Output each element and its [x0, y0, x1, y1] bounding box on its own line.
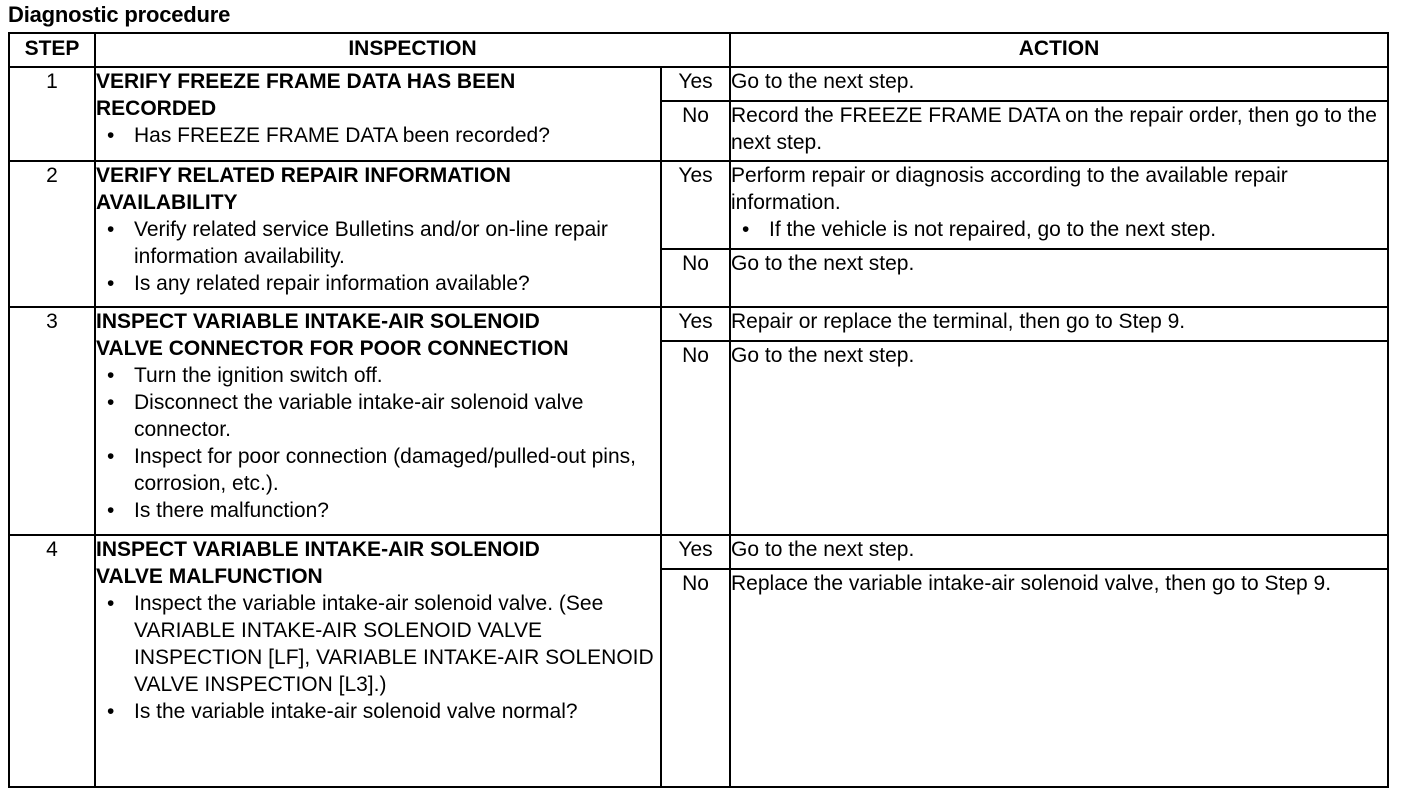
- list-item: • Inspect for poor connection (damaged/pulled-out pins, corrosion, etc.).: [134, 443, 660, 497]
- action-text: Repair or replace the terminal, then go to Step 9.: [730, 307, 1388, 341]
- action-text: Replace the variable intake-air solenoid valve, then go to Step 9.: [730, 569, 1388, 787]
- page-title: Diagnostic procedure: [8, 2, 231, 27]
- action-text: Go to the next step.: [730, 535, 1388, 569]
- action-text: Go to the next step.: [730, 249, 1388, 307]
- header-action: ACTION: [730, 33, 1388, 67]
- list-item: • Turn the ignition switch off.: [134, 362, 660, 389]
- table-row: [9, 535, 1388, 569]
- diagnostic-table: [8, 32, 1389, 788]
- table-row: [9, 67, 1388, 101]
- action-text: Go to the next step.: [730, 341, 1388, 535]
- list-item: • Is any related repair information available?: [134, 270, 660, 297]
- inspection-cell: [95, 67, 661, 161]
- yes-label: Yes: [661, 307, 730, 341]
- list-item: • Is there malfunction?: [134, 497, 660, 524]
- inspection-heading: INSPECT VARIABLE INTAKE-AIR SOLENOID VALVE CONNECTOR FOR POOR CONNECTION: [96, 310, 569, 360]
- inspection-heading: VERIFY FREEZE FRAME DATA HAS BEEN RECORDED: [96, 70, 516, 120]
- inspection-heading: VERIFY RELATED REPAIR INFORMATION AVAILABILITY: [96, 164, 511, 214]
- no-label: No: [661, 569, 730, 787]
- inspection-cell: [95, 535, 661, 787]
- list-item: • Disconnect the variable intake-air solenoid valve connector.: [134, 389, 660, 443]
- action-text: Record the FREEZE FRAME DATA on the repair order, then go to the next step.: [730, 101, 1388, 161]
- inspection-cell: [95, 307, 661, 535]
- step-number: 4: [9, 535, 95, 787]
- yes-label: Yes: [661, 67, 730, 101]
- table-row: [9, 161, 1388, 249]
- header-step: STEP: [9, 33, 95, 67]
- no-label: No: [661, 101, 730, 161]
- list-item: • Is the variable intake-air solenoid valve normal?: [134, 698, 660, 725]
- step-number: 2: [9, 161, 95, 307]
- table-row: [9, 307, 1388, 341]
- step-number: 3: [9, 307, 95, 535]
- no-label: No: [661, 249, 730, 307]
- action-cell: [730, 161, 1388, 249]
- inspection-heading: INSPECT VARIABLE INTAKE-AIR SOLENOID VALVE MALFUNCTION: [96, 538, 540, 588]
- action-text: Perform repair or diagnosis according to the available repair information.: [731, 164, 1288, 214]
- header-inspection: INSPECTION: [95, 33, 730, 67]
- no-label: No: [661, 341, 730, 535]
- action-text: Go to the next step.: [730, 67, 1388, 101]
- yes-label: Yes: [661, 535, 730, 569]
- list-item: • If the vehicle is not repaired, go to the next step.: [769, 216, 1387, 243]
- list-item: • Verify related service Bulletins and/or on-line repair information availability.: [134, 216, 660, 270]
- list-item: • Inspect the variable intake-air solenoid valve. (See VARIABLE INTAKE-AIR SOLENOID VALVE INSPECTION [LF], VARIABLE INTAKE-AIR SOLENOID VALVE INSPECTION [L3].): [134, 590, 660, 698]
- inspection-cell: [95, 161, 661, 307]
- yes-label: Yes: [661, 161, 730, 249]
- header-row: [9, 33, 1388, 67]
- list-item: • Has FREEZE FRAME DATA been recorded?: [134, 122, 660, 149]
- step-number: 1: [9, 67, 95, 161]
